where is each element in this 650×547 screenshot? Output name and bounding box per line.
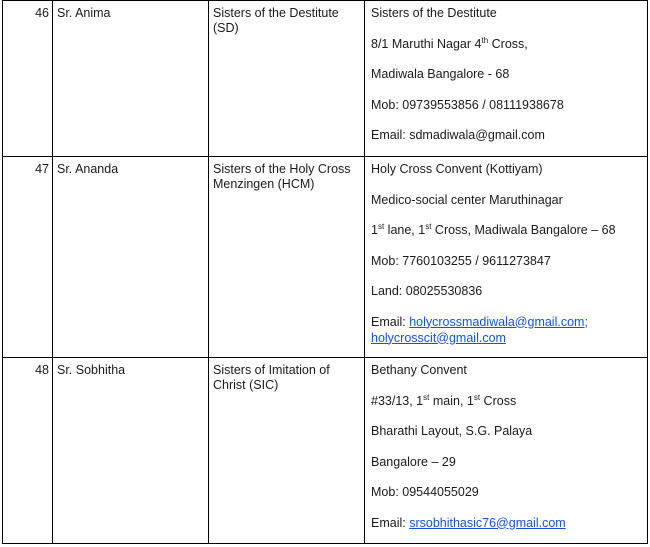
address-line: 8/1 Maruthi Nagar 4th Cross, [371,35,528,51]
phone-line: Mob: 09544055029 [371,485,479,499]
congregation: Sisters of the Holy Cross Menzingen (HCM) [209,157,365,358]
table-row [3,1,648,157]
email-link[interactable]: srsobhithasic76@gmail.com [409,515,566,530]
email-link[interactable]: holycrossmadiwala@gmail.com; [409,314,588,329]
congregation: Sisters of Imitation of Christ (SIC) [209,358,365,544]
email-line: Email: holycrossmadiwala@gmail.com; [371,314,588,329]
sister-name: Sr. Ananda [53,157,209,358]
email-line: Email: sdmadiwala@gmail.com [371,128,545,142]
congregation: Sisters of the Destitute (SD) [209,1,365,157]
phone-line: Mob: 09739553856 / 08111938678 [371,97,564,112]
landline-line: Land: 08025530836 [371,284,483,298]
address-line: #33/13, 1st main, 1st Cross [371,392,517,408]
address-line: Madiwala Bangalore - 68 [371,67,510,81]
row-number: 48 [3,358,53,544]
address-cell [365,358,648,544]
address-cell [365,157,648,358]
sister-name: Sr. Anima [53,1,209,157]
email-link[interactable]: holycrosscit@gmail.com [371,330,506,345]
address-line: Bharathi Layout, S.G. Palaya [371,424,533,438]
address-line: 1st lane, 1st Cross, Madiwala Bangalore – 68 [371,221,616,237]
address-line: Sisters of the Destitute [371,6,497,20]
address-line: Bangalore – 29 [371,454,456,469]
phone-line: Mob: 7760103255 / 9611273847 [371,253,551,268]
table-row [3,358,648,544]
address-line: Holy Cross Convent (Kottiyam) [371,162,543,176]
address-cell [365,1,648,157]
address-line: Medico-social center Maruthinagar [371,192,563,207]
contacts-table [2,0,648,544]
sister-name: Sr. Sobhitha [53,358,209,544]
address-line: Bethany Convent [371,363,467,377]
email-line: Email: srsobhithasic76@gmail.com [371,515,566,530]
row-number: 46 [3,1,53,157]
email-line [371,331,647,346]
row-number: 47 [3,157,53,358]
table-row [3,157,648,358]
